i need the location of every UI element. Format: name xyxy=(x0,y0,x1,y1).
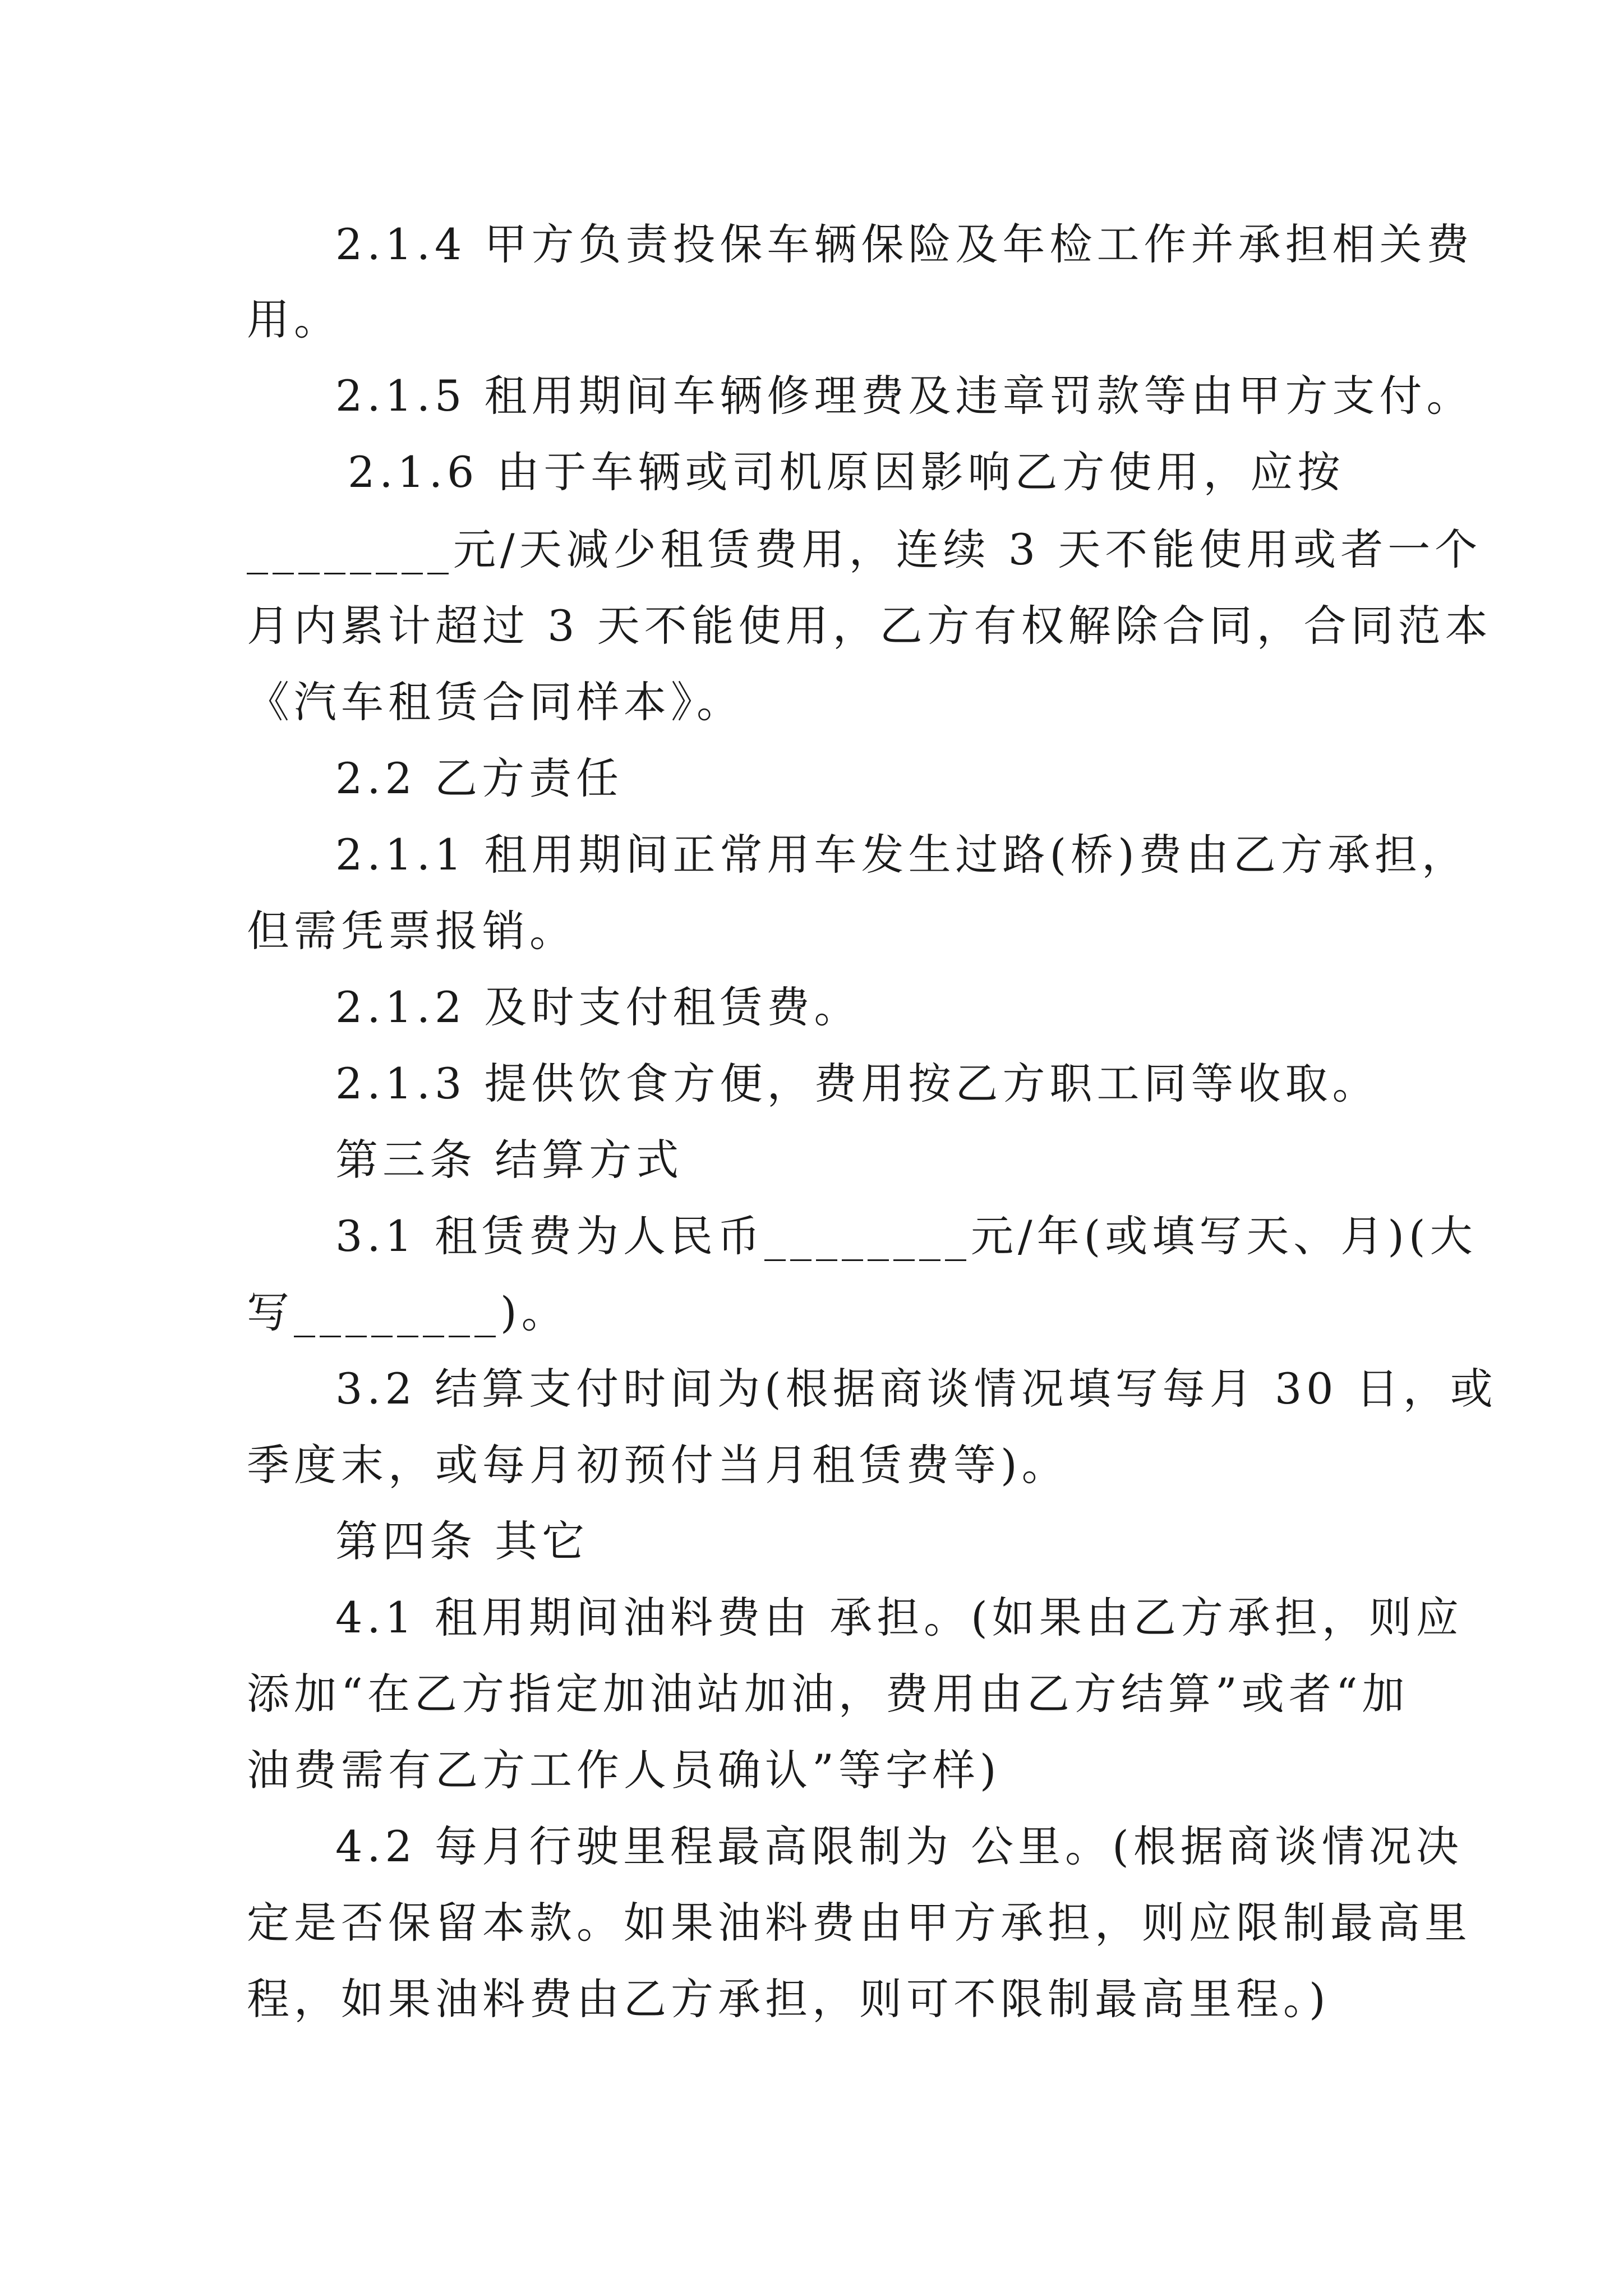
paragraph-line-continuation: 《汽车租赁合同样本》。 xyxy=(247,677,744,727)
paragraph-line-continuation: ________元/天减少租赁费用，连续 3 天不能使用或者一个 xyxy=(247,524,1482,574)
paragraph-line-continuation: 季度末，或每月初预付当月租赁费等)。 xyxy=(247,1440,1069,1490)
paragraph-line-continuation: 但需凭票报销。 xyxy=(247,906,577,956)
paragraph-line-continuation: 定是否保留本款。如果油料费由甲方承担，则应限制最高里 xyxy=(247,1898,1472,1948)
paragraph-line-2-1-1: 2.1.1 租用期间正常用车发生过路(桥)费由乙方承担， xyxy=(335,830,1469,880)
paragraph-line-continuation: 程，如果油料费由乙方承担，则可不限制最高里程。) xyxy=(247,1974,1330,2024)
paragraph-line-4-1: 4.1 租用期间油料费由 承担。(如果由乙方承担，则应 xyxy=(335,1593,1463,1642)
paragraph-line-continuation: 油费需有乙方工作人员确认”等字样) xyxy=(247,1745,1001,1795)
article-heading-3: 第三条 结算方式 xyxy=(335,1135,684,1185)
paragraph-line-continuation: 用。 xyxy=(247,295,341,344)
paragraph-line-2-1-3: 2.1.3 提供饮食方便，费用按乙方职工同等收取。 xyxy=(335,1059,1380,1108)
paragraph-line-2-1-6: 2.1.6 由于车辆或司机原因影响乙方使用，应按 xyxy=(348,447,1345,497)
paragraph-line-2-1-2: 2.1.2 及时支付租赁费。 xyxy=(335,982,861,1032)
paragraph-line-2-1-5: 2.1.5 租用期间车辆修理费及违章罚款等由甲方支付。 xyxy=(335,371,1474,421)
paragraph-line-3-1: 3.1 租赁费为人民币________元/年(或填写天、月)(大 xyxy=(335,1211,1477,1261)
paragraph-line-continuation: 写________)。 xyxy=(247,1287,569,1337)
paragraph-line-3-2: 3.2 结算支付时间为(根据商谈情况填写每月 30 日，或 xyxy=(335,1364,1497,1414)
paragraph-line-2-1-4: 2.1.4 甲方负责投保车辆保险及年检工作并承担相关费 xyxy=(335,219,1474,269)
article-heading-4: 第四条 其它 xyxy=(335,1516,589,1566)
paragraph-line-continuation: 月内累计超过 3 天不能使用，乙方有权解除合同，合同范本 xyxy=(247,601,1492,651)
section-heading-2-2: 2.2 乙方责任 xyxy=(335,753,624,803)
paragraph-line-4-2: 4.2 每月行驶里程最高限制为 公里。(根据商谈情况决 xyxy=(335,1821,1463,1871)
paragraph-line-continuation: 添加“在乙方指定加油站加油，费用由乙方结算”或者“加 xyxy=(247,1669,1409,1719)
